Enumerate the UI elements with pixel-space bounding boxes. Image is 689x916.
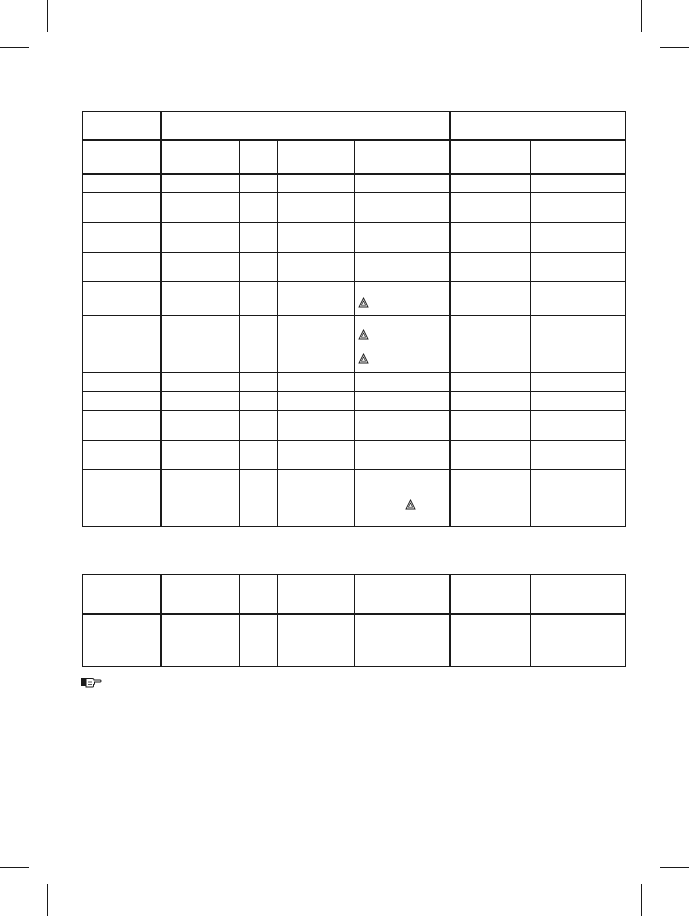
secondary-table-col-divider bbox=[277, 574, 278, 667]
secondary-table-col-divider bbox=[160, 574, 162, 667]
secondary-table-col-divider bbox=[530, 574, 531, 667]
secondary-table-col-divider bbox=[449, 574, 451, 667]
secondary-table-right-border bbox=[625, 574, 626, 667]
secondary-table-left-border bbox=[82, 574, 83, 667]
pointing-hand-icon bbox=[80, 675, 102, 689]
secondary-table-col-divider bbox=[354, 574, 355, 667]
secondary-table-col-divider bbox=[239, 574, 240, 667]
